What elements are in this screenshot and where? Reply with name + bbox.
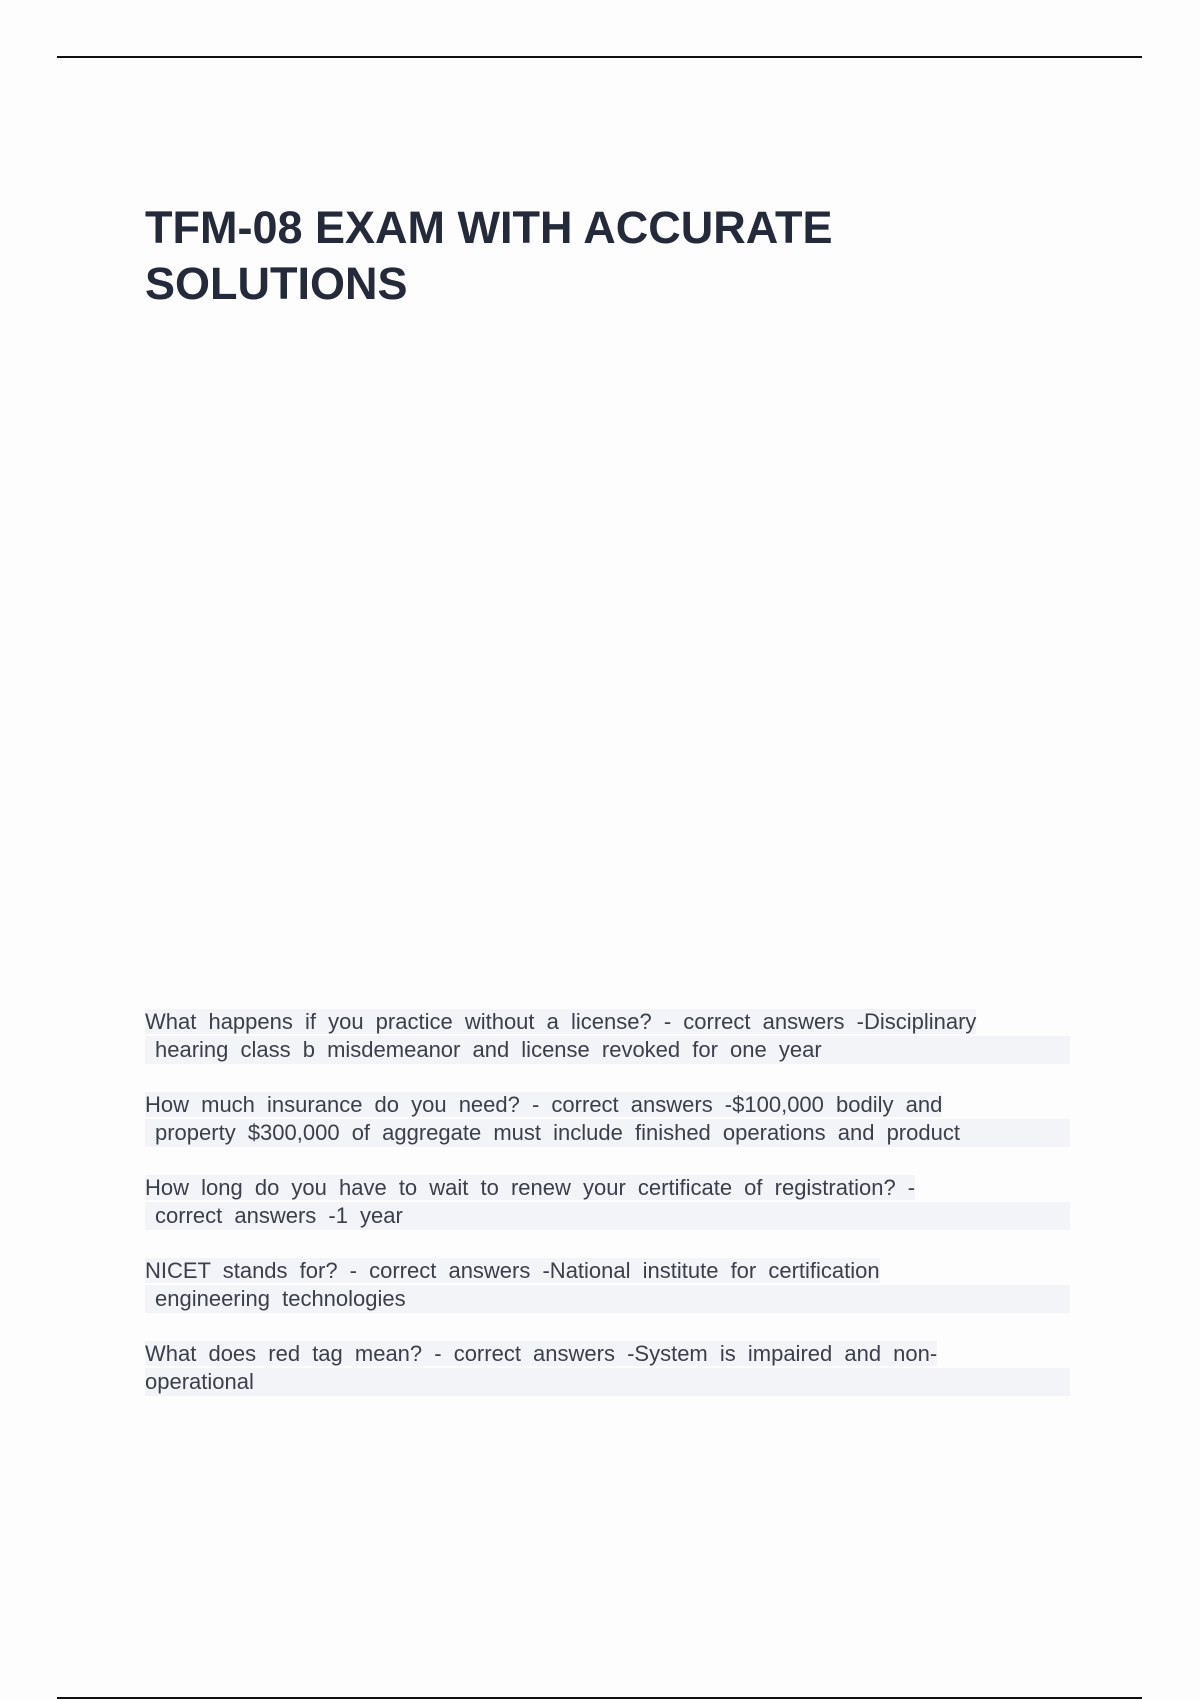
bottom-rule: [57, 1697, 1142, 1699]
qa-answer-line: engineering technologies: [145, 1285, 1070, 1313]
qa-question-line: How long do you have to wait to renew your certificate of registration? -: [145, 1175, 916, 1200]
qa-answer-line: correct answers -1 year: [145, 1202, 1070, 1230]
qa-question-line: What happens if you practice without a license? - correct answers -Disciplinary: [145, 1009, 977, 1034]
qa-list: [145, 1008, 1070, 1423]
qa-answer-line: property $300,000 of aggregate must include finished operations and product: [145, 1119, 1070, 1147]
page-title: TFM-08 EXAM WITH ACCURATE SOLUTIONS: [145, 202, 833, 309]
qa-item: [145, 1257, 1070, 1313]
qa-item: [145, 1091, 1070, 1147]
qa-item: [145, 1008, 1070, 1064]
qa-item: [145, 1174, 1070, 1230]
top-rule: [57, 56, 1142, 58]
qa-answer-line: operational: [145, 1368, 1070, 1396]
qa-question-line: What does red tag mean? - correct answers -System is impaired and non-: [145, 1341, 938, 1366]
qa-answer-line: hearing class b misdemeanor and license revoked for one year: [145, 1036, 1070, 1064]
qa-question-line: How much insurance do you need? - correct answers -$100,000 bodily and: [145, 1092, 943, 1117]
qa-item: [145, 1340, 1070, 1396]
qa-question-line: NICET stands for? - correct answers -National institute for certification: [145, 1258, 880, 1283]
